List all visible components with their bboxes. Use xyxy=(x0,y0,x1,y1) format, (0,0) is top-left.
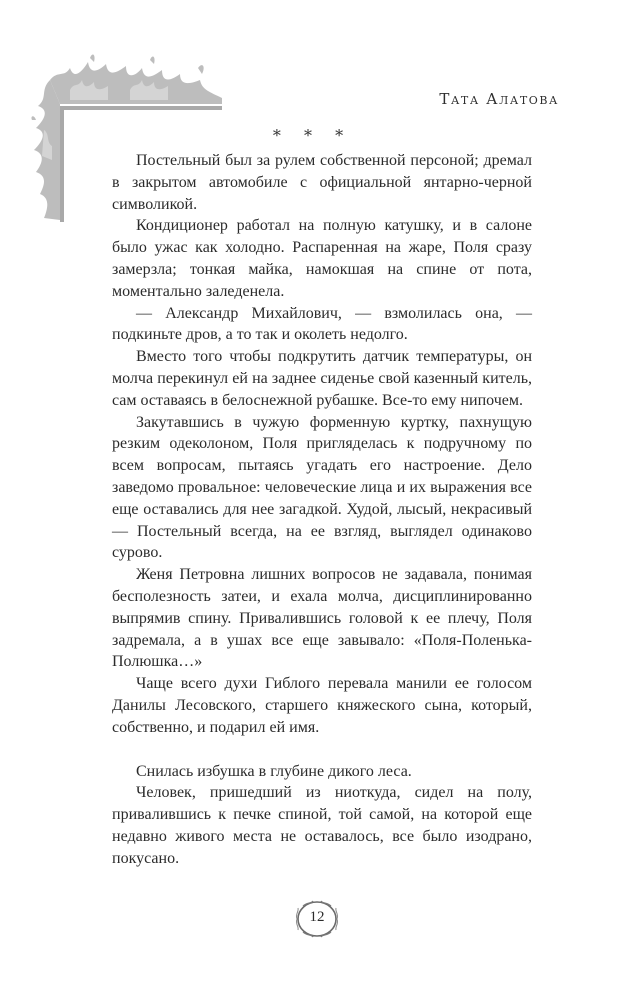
paragraph: Женя Петровна лишних вопросов не задавала, понимая бесполезность затеи, и ехала молча, дисциплинированно выпрямив спину. Привалившись головой к ее плечу, Поля задремала, а в ушах все еще завывало: «Поля-Поленька-Полюшка…» xyxy=(112,566,532,671)
paragraph: Постельный был за рулем собственной персоной; дремал в закрытом автомобиле с официальной янтарно-черной символикой. xyxy=(112,152,532,213)
paragraph: Человек, пришедший из ниоткуда, сидел на полу, привалившись к печке спиной, той самой, на которой еще недавно живого места не оставалось, все было изодрано, покусано. xyxy=(112,784,532,867)
paragraph: Закутавшись в чужую форменную куртку, пахнущую резким одеколоном, Поля пригляделась к подручному по всем вопросам, пытаясь угадать его настроение. Дело заведомо провальное: человеческие лица и их выражения все еще оставались для нее загадкой. Худой, лысый, некрасивый — Постельный всегда, на ее взгляд, выглядел одинаково сурово. xyxy=(112,413,532,562)
running-head-author: Тата Алатова xyxy=(439,90,559,108)
body-text xyxy=(112,150,532,870)
paragraph: Чаще всего духи Гиблого перевала манили ее голосом Данилы Лесовского, старшего княжеского сына, который, собственно, и подарил ей имя. xyxy=(112,675,532,736)
page-number: 12 xyxy=(309,909,325,925)
paragraph: Вместо того чтобы подкрутить датчик температуры, он молча перекинул ей на заднее сиденье свой казенный китель, сам оставаясь в белоснежной рубашке. Все-то ему нипочем. xyxy=(112,348,532,409)
scene-gap xyxy=(112,739,532,761)
page-number-ornament xyxy=(293,898,341,940)
paragraph: Снилась избушка в глубине дикого леса. xyxy=(136,762,412,780)
paragraph: — Александр Михайлович, — взмолилась она, — подкиньте дров, а то так и околеть недолго. xyxy=(112,304,532,344)
section-break: * * * xyxy=(272,126,353,145)
paragraph: Кондиционер работал на полную катушку, и в салоне было ужас как холодно. Распаренная на жаре, Поля сразу замерзла; тонкая майка, намокшая на спине от пота, моментально заледенела. xyxy=(112,217,532,300)
